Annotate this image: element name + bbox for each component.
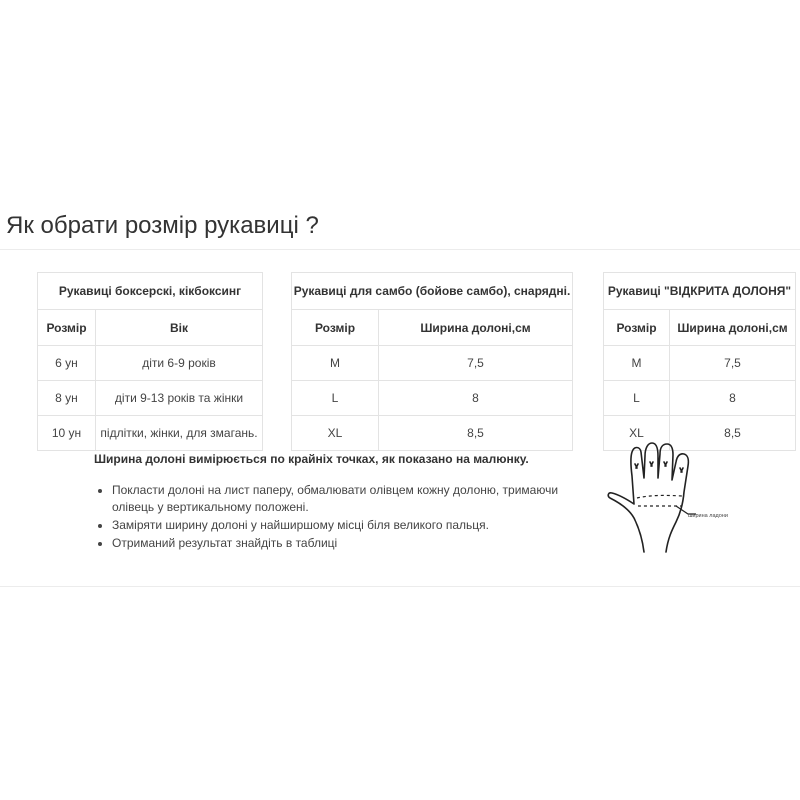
table-row: [292, 416, 573, 451]
table-caption: Рукавиці для самбо (бойове самбо), снарядні.: [292, 273, 573, 310]
sambo-gloves-size-table: [291, 272, 573, 451]
column-header-size: Розмір: [38, 310, 96, 346]
table-row: [292, 381, 573, 416]
table-cell: M: [292, 346, 379, 381]
table-caption: Рукавиці боксерскі, кікбоксинг: [38, 273, 263, 310]
table-row: [38, 346, 263, 381]
table-header-row: [292, 310, 573, 346]
table-header-row: [38, 310, 263, 346]
table-row: [292, 346, 573, 381]
hand-outline-icon: [604, 440, 744, 566]
table-cell: 8 ун: [38, 381, 96, 416]
table-caption-row: [38, 273, 263, 310]
table-cell: L: [292, 381, 379, 416]
instructions-list: [94, 482, 574, 552]
boxing-gloves-size-table: [37, 272, 263, 451]
table-cell: M: [604, 346, 670, 381]
table-caption-row: [292, 273, 573, 310]
column-header-size: Розмір: [292, 310, 379, 346]
table-cell: діти 6-9 років: [96, 346, 263, 381]
column-header-size: Розмір: [604, 310, 670, 346]
table-cell: 8,5: [379, 416, 573, 451]
table-cell: 10 ун: [38, 416, 96, 451]
column-header-palm-width: Ширина долоні,см: [670, 310, 796, 346]
table-row: [38, 381, 263, 416]
table-cell: 6 ун: [38, 346, 96, 381]
table-header-row: [604, 310, 796, 346]
table-cell: діти 9-13 років та жінки: [96, 381, 263, 416]
table-cell: L: [604, 381, 670, 416]
table-cell: 8,5: [670, 416, 796, 451]
table-cell: XL: [604, 416, 670, 451]
table-cell: 8: [379, 381, 573, 416]
table-cell: XL: [292, 416, 379, 451]
page-title: Як обрати розмір рукавиці ?: [6, 212, 319, 239]
open-palm-gloves-size-table: [603, 272, 796, 451]
instructions-heading: Ширина долоні вимірюється по крайніх точках, як показано на малюнку.: [94, 452, 529, 466]
column-header-palm-width: Ширина долоні,см: [379, 310, 573, 346]
list-item: • Покласти долоні на лист паперу, обмалювати олівцем кожну долоню, тримаючи олівець у вертикальному положені.: [112, 482, 574, 516]
measurement-instructions: [94, 451, 574, 553]
hand-measurement-figure: [604, 440, 744, 566]
table-cell: підлітки, жінки, для змагань.: [96, 416, 263, 451]
table-cell: 8: [670, 381, 796, 416]
column-header-age: Вік: [96, 310, 263, 346]
list-item: • Отриманий результат знайдіть в таблиці: [112, 535, 574, 552]
list-item: • Заміряти ширину долоні у найширшому місці біля великого пальця.: [112, 517, 574, 534]
table-caption-row: [604, 273, 796, 310]
table-row: [604, 346, 796, 381]
table-row: [38, 416, 263, 451]
table-row: [604, 381, 796, 416]
figure-label: ширина ладони: [688, 513, 728, 519]
table-cell: 7,5: [670, 346, 796, 381]
divider: [0, 586, 800, 587]
table-caption: Рукавиці "ВІДКРИТА ДОЛОНЯ": [604, 273, 796, 310]
table-cell: 7,5: [379, 346, 573, 381]
